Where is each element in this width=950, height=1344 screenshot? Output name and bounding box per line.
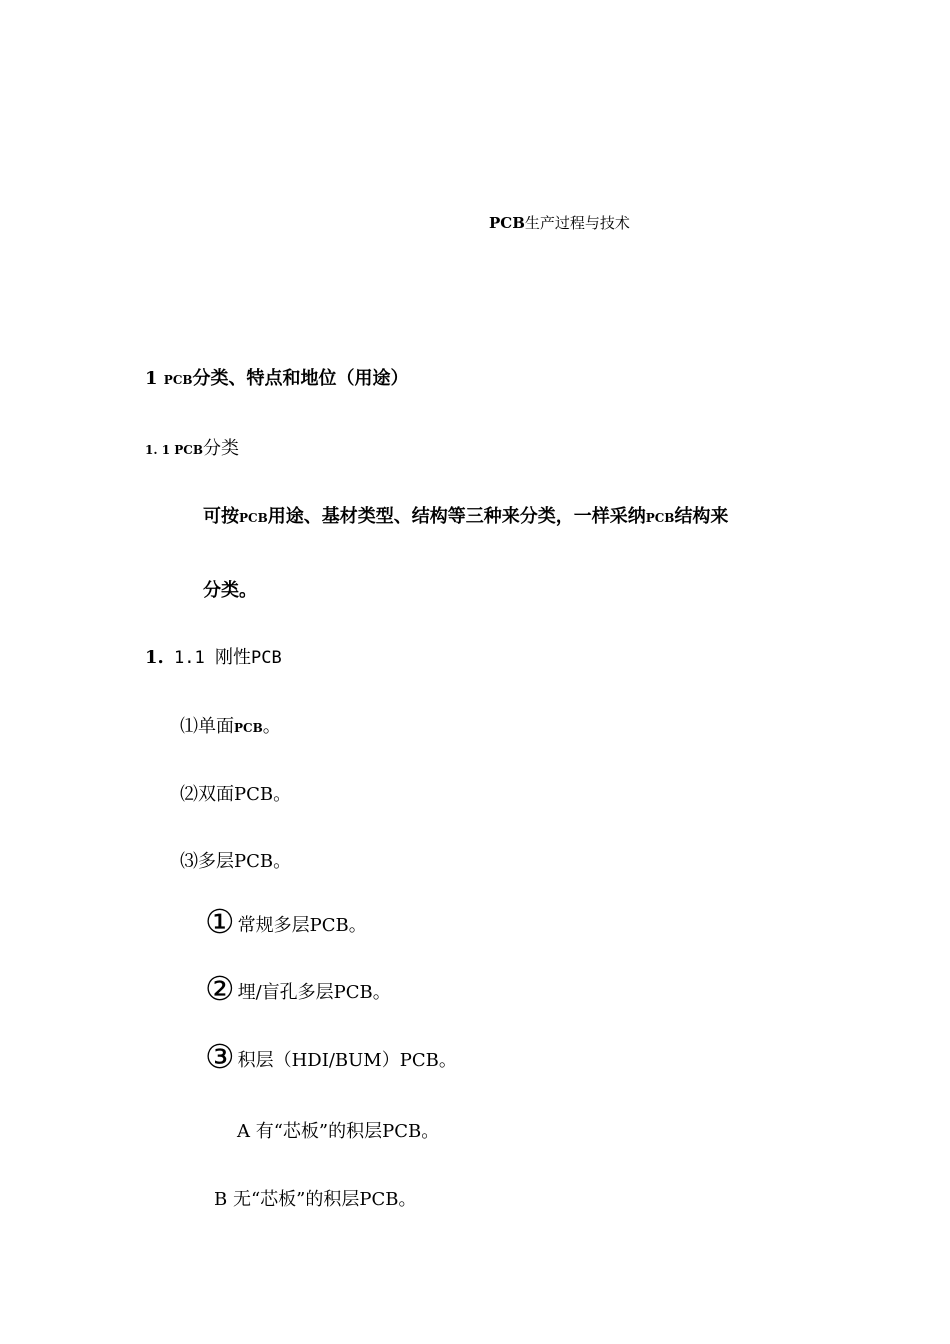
- item-double-sided: ⑵双面PCB。: [180, 784, 292, 805]
- circled-number-3-icon: ③: [205, 1037, 235, 1076]
- item-multilayer: ⑶多层PCB。: [180, 851, 292, 872]
- subitem-build-up-hdi: ③ 积层（HDI/BUM）PCB。: [205, 1037, 457, 1076]
- subitem-conventional-multilayer: ① 常规多层PCB。: [205, 902, 367, 941]
- circled-number-1-icon: ①: [205, 902, 235, 941]
- lettered-item-b: B 无“芯板”的积层PCB。: [214, 1189, 417, 1210]
- section-1-heading: 1 PCB分类、特点和地位（用途）: [145, 368, 409, 389]
- lettered-item-a: A 有“芯板”的积层PCB。: [237, 1121, 440, 1142]
- paragraph-line-2: 分类。: [203, 580, 257, 601]
- item-single-sided: ⑴单面PCB。: [180, 716, 281, 737]
- paragraph-line-1: 可按PCB用途、基材类型、结构等三种来分类，一样采纳PCB结构来: [203, 506, 729, 527]
- section-1-1-heading: 1. 1 PCB分类: [145, 438, 239, 459]
- section-1-1-1-heading: 1. 1.1 刚性PCB: [145, 647, 282, 668]
- circled-number-2-icon: ②: [205, 969, 235, 1008]
- document-title: PCB生产过程与技术: [489, 214, 630, 232]
- subitem-buried-blind-multilayer: ② 埋/盲孔多层PCB。: [205, 969, 391, 1008]
